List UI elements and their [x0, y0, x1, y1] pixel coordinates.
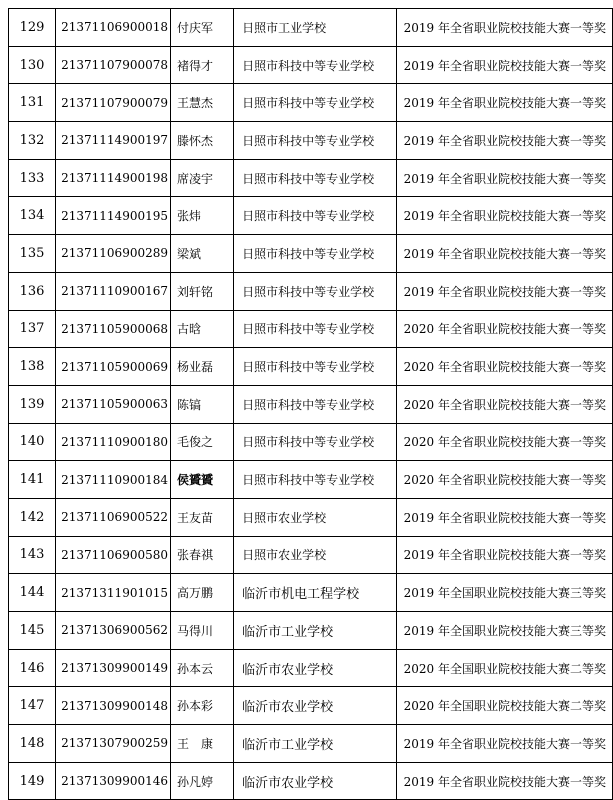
row-number: 144 — [9, 574, 56, 612]
row-number: 140 — [9, 423, 56, 461]
school-name: 日照市农业学校 — [234, 498, 397, 536]
award-title: 2019 年全省职业院校技能大赛一等奖 — [397, 46, 613, 84]
student-name: 王友苗 — [171, 498, 234, 536]
student-name: 王 康 — [171, 725, 234, 763]
exam-id: 21371106900289 — [56, 235, 171, 273]
school-name: 临沂市农业学校 — [234, 687, 397, 725]
school-name: 日照市科技中等专业学校 — [234, 46, 397, 84]
row-number: 146 — [9, 649, 56, 687]
exam-id: 21371309900149 — [56, 649, 171, 687]
award-table — [8, 8, 613, 800]
school-name: 临沂市工业学校 — [234, 612, 397, 650]
row-number: 139 — [9, 385, 56, 423]
row-number: 149 — [9, 762, 56, 800]
student-name: 褚得才 — [171, 46, 234, 84]
school-name: 日照市科技中等专业学校 — [234, 461, 397, 499]
school-name: 日照市工业学校 — [234, 9, 397, 47]
school-name: 日照市科技中等专业学校 — [234, 272, 397, 310]
award-title: 2020 年全国职业院校技能大赛二等奖 — [397, 649, 613, 687]
school-name: 日照市科技中等专业学校 — [234, 84, 397, 122]
exam-id: 21371106900580 — [56, 536, 171, 574]
student-name: 席凌宇 — [171, 159, 234, 197]
school-name: 临沂市工业学校 — [234, 725, 397, 763]
table-row — [9, 461, 613, 499]
exam-id: 21371114900197 — [56, 122, 171, 160]
award-title: 2020 年全省职业院校技能大赛一等奖 — [397, 385, 613, 423]
student-name: 孙本云 — [171, 649, 234, 687]
student-name: 付庆军 — [171, 9, 234, 47]
award-title: 2019 年全省职业院校技能大赛一等奖 — [397, 9, 613, 47]
student-name: 杨业磊 — [171, 348, 234, 386]
award-title: 2019 年全省职业院校技能大赛一等奖 — [397, 762, 613, 800]
school-name: 日照市科技中等专业学校 — [234, 197, 397, 235]
row-number: 132 — [9, 122, 56, 160]
student-name: 梁斌 — [171, 235, 234, 273]
row-number: 135 — [9, 235, 56, 273]
exam-id: 21371106900018 — [56, 9, 171, 47]
row-number: 134 — [9, 197, 56, 235]
award-title: 2019 年全省职业院校技能大赛一等奖 — [397, 235, 613, 273]
table-row — [9, 197, 613, 235]
table-row — [9, 649, 613, 687]
exam-id: 21371309900146 — [56, 762, 171, 800]
student-name: 张炜 — [171, 197, 234, 235]
school-name: 临沂市机电工程学校 — [234, 574, 397, 612]
table-row — [9, 159, 613, 197]
exam-id: 21371309900148 — [56, 687, 171, 725]
student-name: 滕怀杰 — [171, 122, 234, 160]
row-number: 142 — [9, 498, 56, 536]
school-name: 日照市科技中等专业学校 — [234, 423, 397, 461]
student-name: 孙本彩 — [171, 687, 234, 725]
table-row — [9, 272, 613, 310]
school-name: 日照市科技中等专业学校 — [234, 159, 397, 197]
award-list-sheet — [8, 8, 613, 800]
award-title: 2020 年全国职业院校技能大赛二等奖 — [397, 687, 613, 725]
student-name: 古晗 — [171, 310, 234, 348]
student-name: 陈镐 — [171, 385, 234, 423]
student-name: 侯贇贇 — [171, 461, 234, 499]
award-title: 2019 年全省职业院校技能大赛一等奖 — [397, 725, 613, 763]
award-title: 2020 年全省职业院校技能大赛一等奖 — [397, 310, 613, 348]
exam-id: 21371106900522 — [56, 498, 171, 536]
award-title: 2019 年全国职业院校技能大赛三等奖 — [397, 574, 613, 612]
exam-id: 21371107900079 — [56, 84, 171, 122]
row-number: 137 — [9, 310, 56, 348]
exam-id: 21371114900198 — [56, 159, 171, 197]
award-title: 2019 年全省职业院校技能大赛一等奖 — [397, 498, 613, 536]
award-title: 2019 年全省职业院校技能大赛一等奖 — [397, 122, 613, 160]
award-title: 2019 年全省职业院校技能大赛一等奖 — [397, 197, 613, 235]
award-title: 2020 年全省职业院校技能大赛一等奖 — [397, 348, 613, 386]
row-number: 148 — [9, 725, 56, 763]
school-name: 日照市科技中等专业学校 — [234, 122, 397, 160]
table-row — [9, 84, 613, 122]
table-row — [9, 536, 613, 574]
award-title: 2019 年全省职业院校技能大赛一等奖 — [397, 536, 613, 574]
award-title: 2019 年全省职业院校技能大赛一等奖 — [397, 272, 613, 310]
exam-id: 21371307900259 — [56, 725, 171, 763]
exam-id: 21371311901015 — [56, 574, 171, 612]
student-name: 王慧杰 — [171, 84, 234, 122]
exam-id: 21371110900184 — [56, 461, 171, 499]
table-row — [9, 574, 613, 612]
table-row — [9, 385, 613, 423]
exam-id: 21371110900167 — [56, 272, 171, 310]
table-row — [9, 348, 613, 386]
award-title: 2019 年全省职业院校技能大赛一等奖 — [397, 84, 613, 122]
row-number: 138 — [9, 348, 56, 386]
award-title: 2020 年全省职业院校技能大赛一等奖 — [397, 461, 613, 499]
school-name: 临沂市农业学校 — [234, 649, 397, 687]
student-name: 刘轩铭 — [171, 272, 234, 310]
award-title: 2019 年全国职业院校技能大赛三等奖 — [397, 612, 613, 650]
table-row — [9, 235, 613, 273]
student-name: 孙凡婷 — [171, 762, 234, 800]
table-row — [9, 612, 613, 650]
table-row — [9, 725, 613, 763]
row-number: 130 — [9, 46, 56, 84]
table-row — [9, 762, 613, 800]
student-name: 毛俊之 — [171, 423, 234, 461]
award-table-body — [9, 9, 613, 800]
exam-id: 21371114900195 — [56, 197, 171, 235]
table-row — [9, 310, 613, 348]
row-number: 129 — [9, 9, 56, 47]
school-name: 临沂市农业学校 — [234, 762, 397, 800]
table-row — [9, 423, 613, 461]
table-row — [9, 46, 613, 84]
school-name: 日照市科技中等专业学校 — [234, 385, 397, 423]
table-row — [9, 498, 613, 536]
student-name: 高万鹏 — [171, 574, 234, 612]
exam-id: 21371105900063 — [56, 385, 171, 423]
row-number: 143 — [9, 536, 56, 574]
exam-id: 21371105900068 — [56, 310, 171, 348]
school-name: 日照市科技中等专业学校 — [234, 310, 397, 348]
school-name: 日照市科技中等专业学校 — [234, 235, 397, 273]
school-name: 日照市科技中等专业学校 — [234, 348, 397, 386]
row-number: 141 — [9, 461, 56, 499]
award-title: 2020 年全省职业院校技能大赛一等奖 — [397, 423, 613, 461]
table-row — [9, 122, 613, 160]
school-name: 日照市农业学校 — [234, 536, 397, 574]
award-title: 2019 年全省职业院校技能大赛一等奖 — [397, 159, 613, 197]
student-name: 马得川 — [171, 612, 234, 650]
table-row — [9, 687, 613, 725]
exam-id: 21371306900562 — [56, 612, 171, 650]
row-number: 133 — [9, 159, 56, 197]
exam-id: 21371110900180 — [56, 423, 171, 461]
row-number: 145 — [9, 612, 56, 650]
student-name: 张春祺 — [171, 536, 234, 574]
exam-id: 21371105900069 — [56, 348, 171, 386]
row-number: 147 — [9, 687, 56, 725]
table-row — [9, 9, 613, 47]
exam-id: 21371107900078 — [56, 46, 171, 84]
row-number: 131 — [9, 84, 56, 122]
row-number: 136 — [9, 272, 56, 310]
